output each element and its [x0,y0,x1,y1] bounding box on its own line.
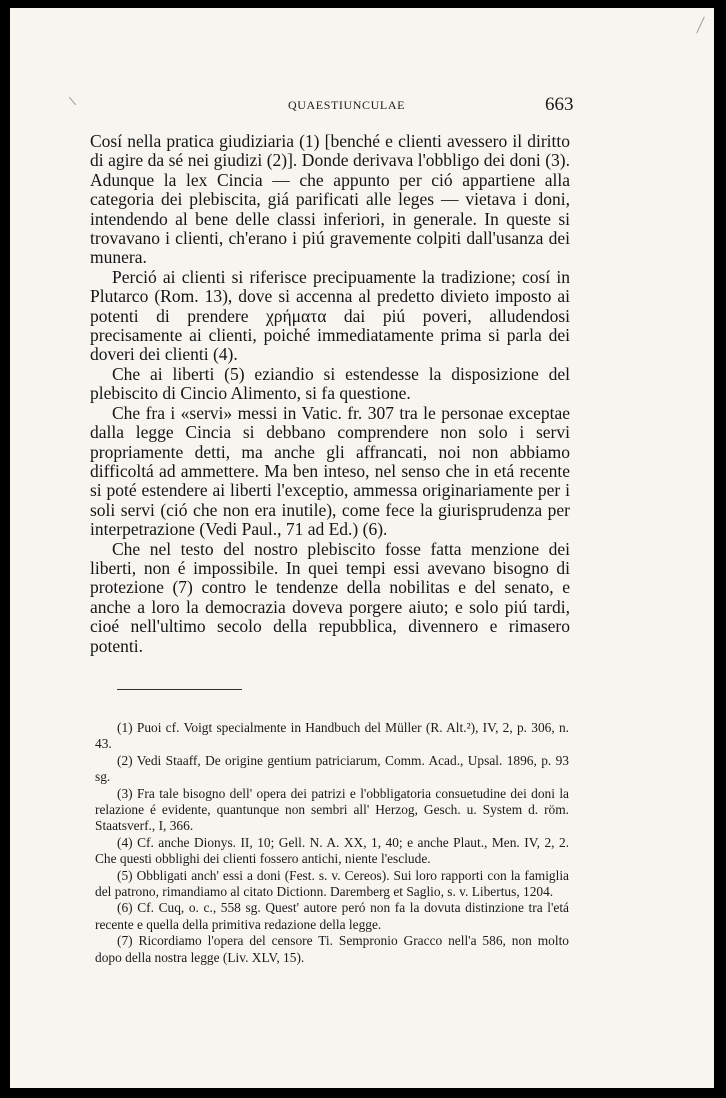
scan-speck [696,17,705,34]
scanned-page [10,8,714,1088]
running-title: QUAESTIUNCULAE [288,98,406,112]
page-number: 663 [545,94,574,115]
body-paragraph: Che fra i «servi» messi in Vatic. fr. 307 tra le personae exceptae dalla legge Cincia si debbano comprendere non solo i servi propriamente detti, ma anche gli affrancati, noi non abbiamo difficoltá ad ammettere. Ma ben inteso, nel senso che in etá recente si poté estendere ai liberti l'exceptio, ammessa originariamente per i soli servi (ció che non era inutile), come fece la giurisprudenza per interpetrazione (Vedi Paul., 71 ad Ed.) (6). [90,402,570,540]
footnote: (2) Vedi Staaff, De origine gentium patriciarum, Comm. Acad., Upsal. 1896, p. 93 sg. [95,752,569,785]
footnotes [95,720,569,966]
running-head [10,96,714,118]
footnote: (6) Cf. Cuq, o. c., 558 sg. Quest' autore peró non fa la dovuta distinzione tra l'etá recente e quella della primitiva redazione della legge. [95,900,569,932]
footnote: (5) Obbligati anch' essi a doni (Fest. s. v. Cereos). Sui loro rapporti con la famiglia del patrono, rimandiamo al citato Dictionn. Daremberg et Saglio, s. v. Libertus, 1204. [95,867,569,900]
footnote: (3) Fra tale bisogno dell' opera dei patrizi e l'obbligatoria consuetudine dei doni la relazione é evidente, quantunque non sembri all' Herzog, Gesch. u. System d. röm. Staatsverf., I, 366. [95,785,569,834]
footnote: (1) Puoi cf. Voigt specialmente in Handbuch del Müller (R. Alt.²), IV, 2, p. 306, n. 43. [95,720,569,752]
main-text [90,132,570,656]
body-paragraph: Che ai liberti (5) eziandio si estendesse la disposizione del plebiscito di Cincio Alimento, si fa questione. [90,363,570,404]
footnote-separator-rule [117,689,242,690]
footnote: (4) Cf. anche Dionys. II, 10; Gell. N. A. XX, 1, 40; e anche Plaut., Men. IV, 2, 2. Che questi obblighi dei clienti fossero antichi, niente l'esclude. [95,834,569,867]
body-paragraph: Perció ai clienti si riferisce precipuamente la tradizione; cosí in Plutarco (Rom. 13), dove si accenna al predetto divieto imposto ai potenti di prendere χρήματα dai piú poveri, alludendosi precisamente ai clienti, poiché immediatamente prima si parla dei doveri dei clienti (4). [90,266,570,365]
body-paragraph: Cosí nella pratica giudiziaria (1) [benché e clienti avessero il diritto di agire da sé nei giudizi (2)]. Donde derivava l'obbligo dei doni (3). Adunque la lex Cincia — che appunto per ció appartiene alla categoria dei plebiscita, giá parificati alle leges — vietava i doni, intendendo al bene delle classi inferiori, in generale. In queste si trovavano i clienti, ch'erano i piú gravemente colpiti dall'usanza dei munera. [90,131,570,268]
body-paragraph: Che nel testo del nostro plebiscito fosse fatta menzione dei liberti, non é impossibile. In quei tempi essi avevano bisogno di protezione (7) contro le tendenze della nobilitas e del senato, e anche a loro la democrazia doveva porgere aiuto; e solo piú tardi, cioé nell'ultimo secolo della repubblica, divennero e rimasero potenti. [90,538,570,656]
footnote: (7) Ricordiamo l'opera del censore Ti. Sempronio Gracco nell'a 586, non molto dopo della nostra legge (Liv. XLV, 15). [95,933,569,965]
